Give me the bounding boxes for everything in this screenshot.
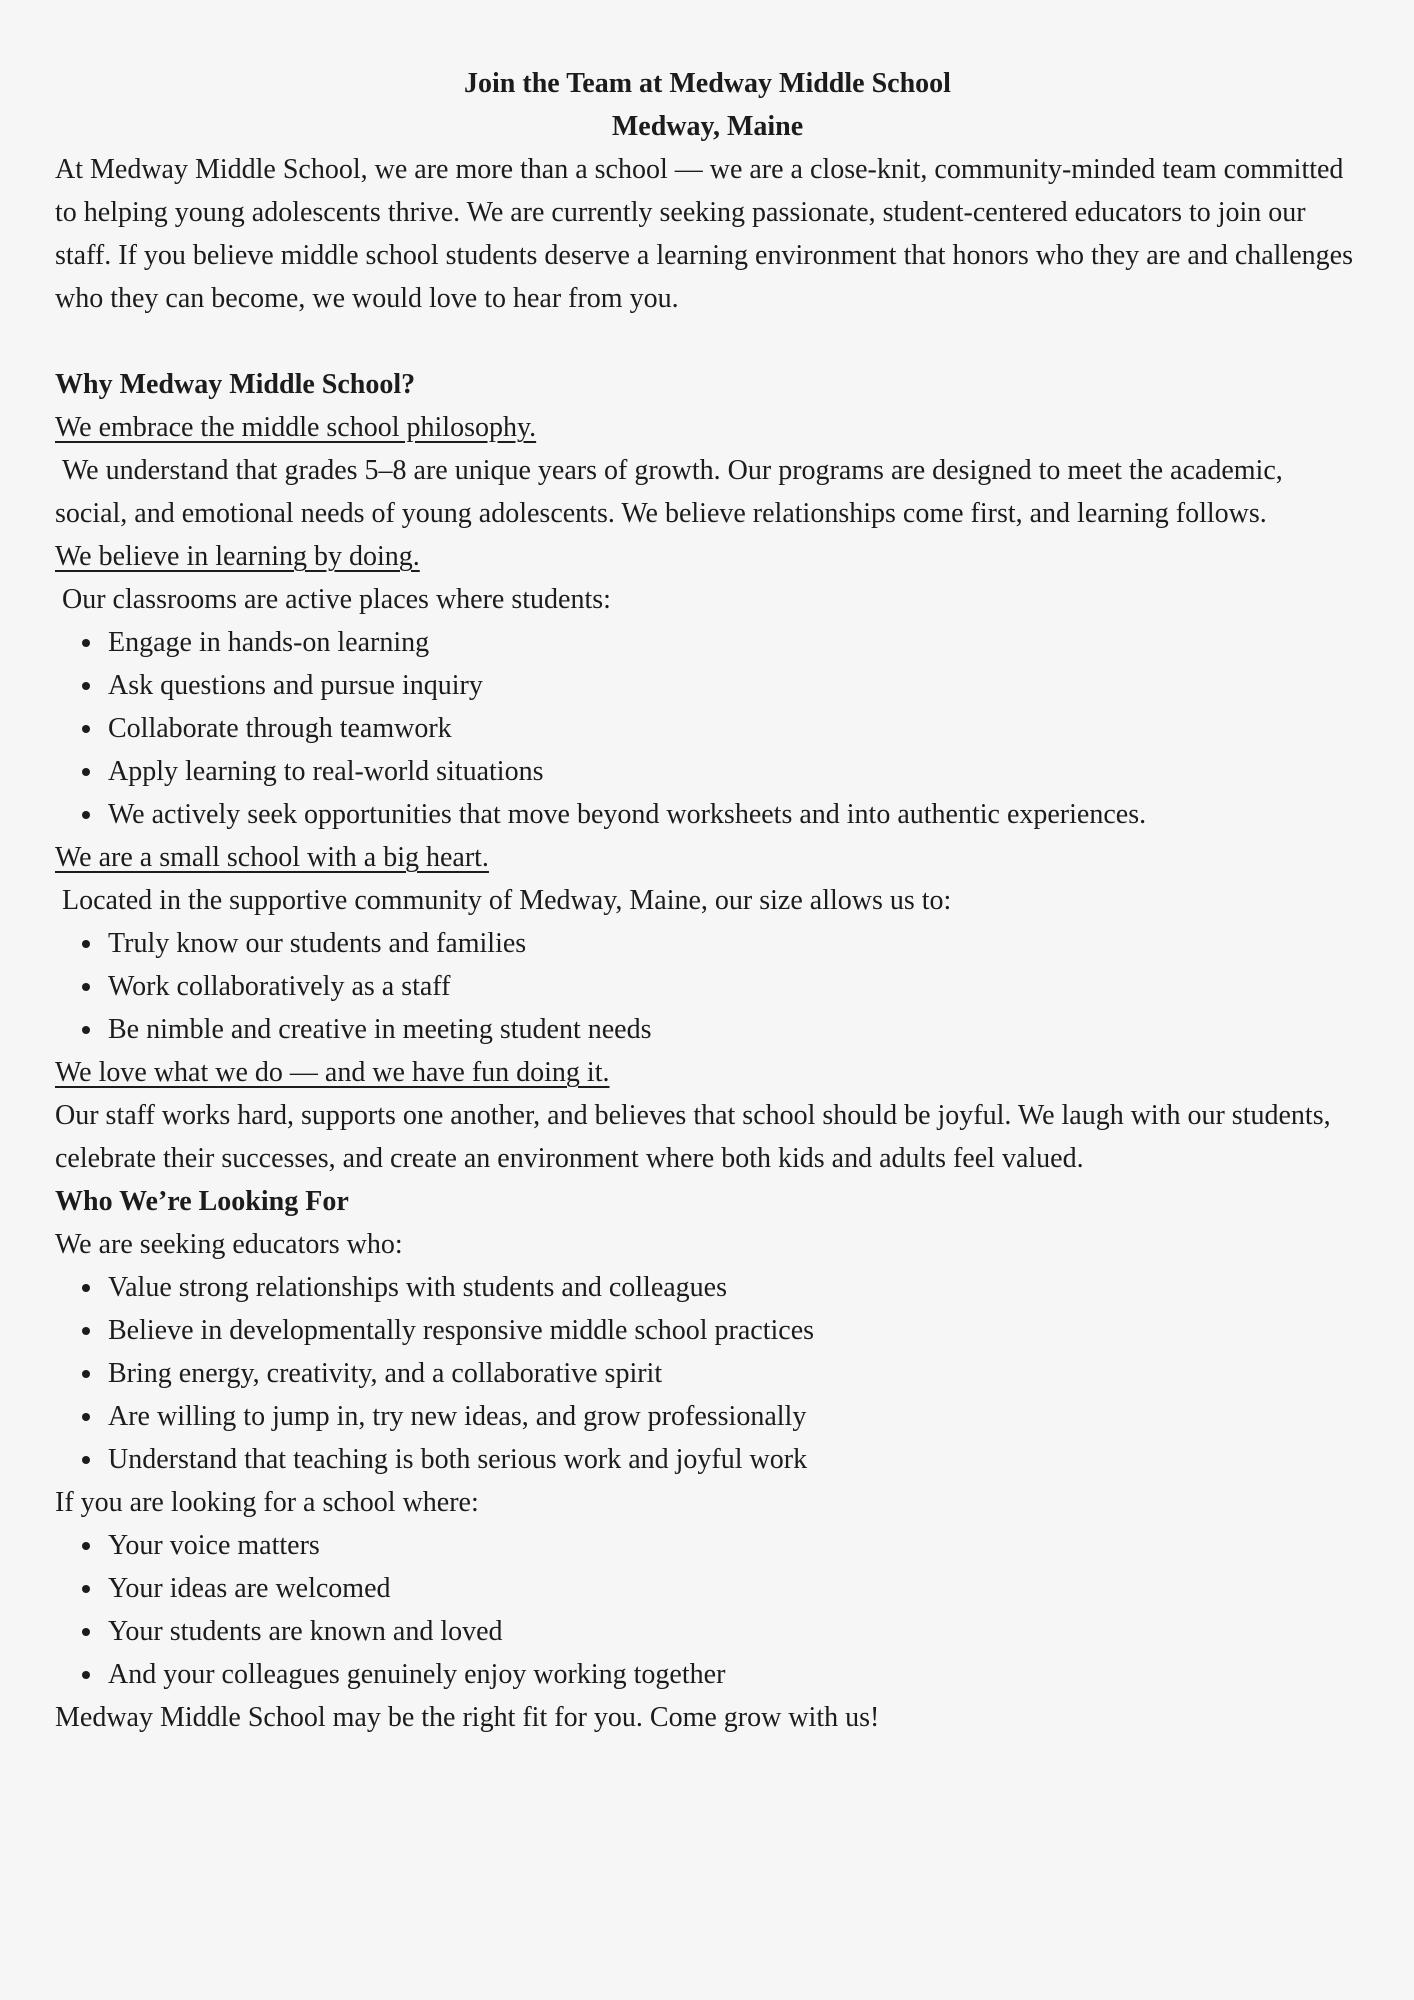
list-item: • Your students are known and loved [105, 1610, 1360, 1653]
section-heading: Who We’re Looking For [55, 1186, 349, 1217]
list-item: • Your ideas are welcomed [105, 1567, 1360, 1610]
bullet-list [55, 621, 1360, 836]
list-item: • Are willing to jump in, try new ideas, and grow professionally [105, 1395, 1360, 1438]
underlined-subheading: We love what we do — and we have fun doing it. [55, 1057, 610, 1088]
list-item: • Bring energy, creativity, and a collaborative spirit [105, 1352, 1360, 1395]
bullet-list [55, 1266, 1360, 1481]
paragraph-spacer [55, 320, 1360, 363]
list-item: • Collaborate through teamwork [105, 707, 1360, 750]
list-item: • Work collaboratively as a staff [105, 965, 1360, 1008]
list-item: • And your colleagues genuinely enjoy working together [105, 1653, 1360, 1696]
document-title-block [55, 62, 1360, 148]
list-item: • Apply learning to real-world situations [105, 750, 1360, 793]
underlined-subheading: We embrace the middle school philosophy. [55, 412, 537, 443]
section-heading: Why Medway Middle School? [55, 369, 416, 400]
list-item: • Your voice matters [105, 1524, 1360, 1567]
underlined-subheading: We believe in learning by doing. [55, 541, 420, 572]
paragraph: We are seeking educators who: [55, 1229, 403, 1260]
list-item: • Be nimble and creative in meeting student needs [105, 1008, 1360, 1051]
bullet-list [55, 1524, 1360, 1696]
paragraph: We understand that grades 5–8 are unique years of growth. Our programs are designed to meet the academic, social, and emotional needs of young adolescents. We believe relationships come first, and learning follows. [55, 455, 1290, 529]
document-body [55, 148, 1360, 1739]
list-item: • Value strong relationships with students and colleagues [105, 1266, 1360, 1309]
paragraph: Our classrooms are active places where students: [55, 584, 611, 615]
list-item: • Ask questions and pursue inquiry [105, 664, 1360, 707]
underlined-subheading: We are a small school with a big heart. [55, 842, 489, 873]
list-item: • Engage in hands-on learning [105, 621, 1360, 664]
list-item: • We actively seek opportunities that move beyond worksheets and into authentic experiences. [105, 793, 1360, 836]
paragraph: Medway Middle School may be the right fit for you. Come grow with us! [55, 1702, 880, 1733]
paragraph: Located in the supportive community of Medway, Maine, our size allows us to: [55, 885, 952, 916]
paragraph: At Medway Middle School, we are more than a school — we are a close-knit, community-minded team committed to helping young adolescents thrive. We are currently seeking passionate, student-centered educators to join our staff. If you believe middle school students deserve a learning environment that honors who they are and challenges who they can become, we would love to hear from you. [55, 154, 1360, 314]
document-title: Join the Team at Medway Middle School [464, 68, 951, 99]
list-item: • Understand that teaching is both serious work and joyful work [105, 1438, 1360, 1481]
bullet-list [55, 922, 1360, 1051]
paragraph: If you are looking for a school where: [55, 1487, 479, 1518]
document-subtitle: Medway, Maine [611, 111, 804, 142]
list-item: • Believe in developmentally responsive middle school practices [105, 1309, 1360, 1352]
paragraph: Our staff works hard, supports one another, and believes that school should be joyful. We laugh with our students, celebrate their successes, and create an environment where both kids and adults feel valued. [55, 1100, 1338, 1174]
list-item: • Truly know our students and families [105, 922, 1360, 965]
